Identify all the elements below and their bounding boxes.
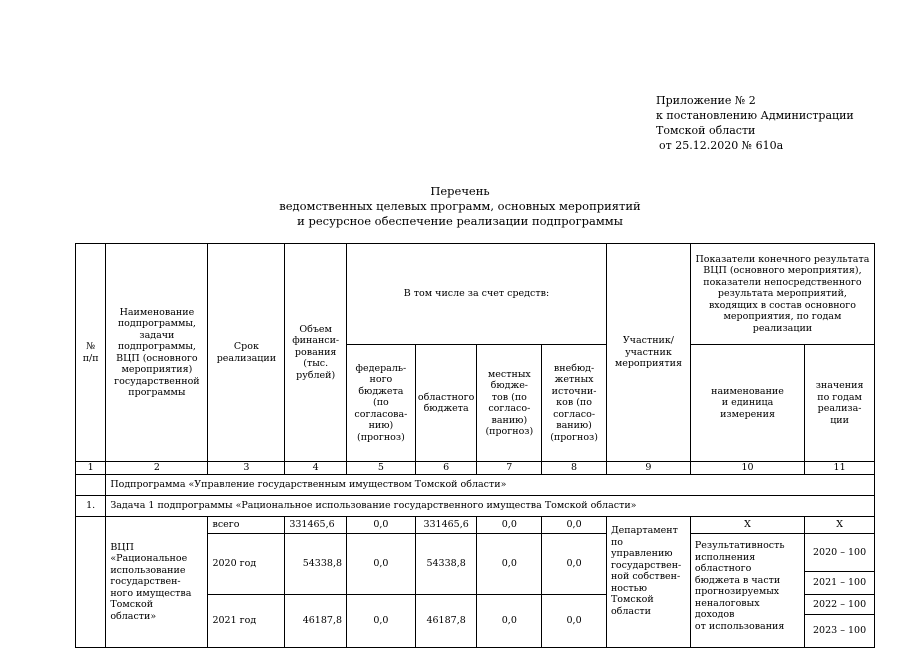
column-number: 7 bbox=[477, 462, 542, 475]
regional-2021: 46187,8 bbox=[415, 595, 477, 648]
column-number: 1 bbox=[76, 462, 106, 475]
column-number: 5 bbox=[347, 462, 416, 475]
text-line: Показатели конечного результата bbox=[695, 253, 870, 265]
header-extra bbox=[542, 345, 607, 462]
text-line: ного имущества bbox=[110, 587, 192, 599]
empty-cell bbox=[76, 517, 106, 648]
text-line: мероприятия) bbox=[121, 364, 193, 375]
year-value: 2020 – 100 bbox=[813, 546, 867, 558]
text-line: исполнения bbox=[694, 551, 756, 563]
text-line: Результативность bbox=[694, 540, 785, 551]
text-line: области bbox=[610, 605, 651, 617]
extra-2021: 0,0 bbox=[542, 595, 607, 648]
indicator-name bbox=[690, 534, 804, 648]
text-line: программы bbox=[128, 387, 186, 398]
text-line: использование bbox=[110, 564, 186, 576]
program-table bbox=[75, 243, 875, 648]
appendix-line: к постановлению Администрации bbox=[656, 109, 854, 122]
value-total-x: Х bbox=[805, 517, 875, 534]
column-number: 3 bbox=[208, 462, 285, 475]
text-line: рования bbox=[294, 346, 337, 358]
federal-2020: 0,0 bbox=[347, 534, 416, 595]
federal-2021: 0,0 bbox=[347, 595, 416, 648]
header-local bbox=[477, 345, 542, 462]
text-line: бюдже- bbox=[490, 380, 529, 391]
text-line: бюджета bbox=[423, 403, 469, 414]
appendix-header bbox=[656, 93, 854, 153]
text-line: согласо- bbox=[488, 403, 531, 414]
text-line: рублей) bbox=[296, 369, 336, 381]
text-line: реализации bbox=[752, 322, 813, 334]
text-line: п/п bbox=[82, 352, 99, 364]
text-line: ВЦП (основного bbox=[116, 352, 198, 364]
text-line: задачи bbox=[139, 329, 175, 341]
text-line: по bbox=[610, 536, 624, 548]
extra-2020: 0,0 bbox=[542, 534, 607, 595]
text-line: ной собствен- bbox=[610, 571, 681, 582]
year-value: 2021 – 100 bbox=[805, 571, 874, 594]
column-number: 2 bbox=[106, 462, 208, 475]
text-line: Томской bbox=[610, 594, 654, 605]
local-2020: 0,0 bbox=[477, 534, 542, 595]
text-line: государственной bbox=[114, 375, 200, 387]
text-line: области» bbox=[110, 610, 157, 622]
text-line: ВЦП bbox=[110, 541, 134, 553]
text-line: (по bbox=[373, 397, 389, 409]
empty-cell bbox=[76, 475, 106, 496]
text-line: (прогноз) bbox=[550, 431, 598, 443]
text-line: бюджета bbox=[358, 385, 404, 397]
text-line: результата мероприятий, bbox=[717, 288, 847, 300]
text-line: областного bbox=[694, 563, 752, 574]
header-volume bbox=[285, 244, 347, 462]
vcp-participant bbox=[606, 517, 690, 648]
header-indicators-group bbox=[690, 244, 874, 345]
text-line: ного bbox=[369, 374, 393, 386]
appendix-line: от 25.12.2020 № 610а bbox=[659, 139, 784, 152]
text-line: реализа- bbox=[817, 403, 862, 414]
text-line: измерения bbox=[720, 408, 775, 420]
text-line: согласо- bbox=[553, 408, 596, 420]
header-num bbox=[76, 244, 106, 462]
appendix-line: Приложение № 2 bbox=[656, 94, 756, 107]
text-line: Объем bbox=[299, 323, 332, 335]
text-line: жетных bbox=[554, 374, 594, 386]
extra-total: 0,0 bbox=[542, 517, 607, 534]
text-line: неналоговых bbox=[694, 597, 760, 609]
text-line: финанси- bbox=[292, 335, 340, 347]
text-line: ванию) bbox=[556, 420, 592, 432]
text-line: местных bbox=[487, 368, 531, 380]
title-line: Перечень bbox=[430, 184, 490, 198]
text-line: (прогноз) bbox=[485, 426, 534, 437]
task-row: Задача 1 подпрограммы «Рациональное использование государственного имущества Томской области» bbox=[106, 496, 875, 517]
federal-total: 0,0 bbox=[347, 517, 416, 534]
text-line: от использования bbox=[694, 620, 785, 632]
regional-2020: 54338,8 bbox=[415, 534, 477, 595]
text-line: мероприятия, по годам bbox=[723, 311, 842, 323]
text-line: ции bbox=[830, 414, 849, 426]
column-number: 10 bbox=[690, 462, 804, 475]
text-line: (тыс. bbox=[303, 358, 329, 370]
text-line: Томской bbox=[110, 599, 154, 611]
vcp-name bbox=[106, 517, 208, 648]
text-line: показатели непосредственного bbox=[703, 276, 862, 288]
text-line: федераль- bbox=[355, 362, 407, 374]
volume-2021: 46187,8 bbox=[285, 595, 347, 648]
text-line: мероприятия bbox=[614, 358, 682, 370]
text-line: источни- bbox=[551, 385, 597, 397]
text-line: ВЦП (основного мероприятия), bbox=[703, 265, 862, 277]
local-2021: 0,0 bbox=[477, 595, 542, 648]
text-line: входящих в состав основного bbox=[708, 299, 856, 311]
column-number: 9 bbox=[606, 462, 690, 475]
text-line: Департамент bbox=[610, 525, 678, 536]
column-number: 11 bbox=[805, 462, 875, 475]
text-line: Срок bbox=[233, 341, 259, 352]
column-number: 8 bbox=[542, 462, 607, 475]
header-sources-group: В том числе за счет средств: bbox=[347, 244, 607, 345]
year-value: 2022 – 100 bbox=[813, 598, 867, 610]
header-participant bbox=[606, 244, 690, 462]
volume-total: 331465,6 bbox=[285, 517, 347, 534]
title-line: ведомственных целевых программ, основных мероприятий bbox=[279, 199, 641, 213]
text-line: ностью bbox=[610, 582, 648, 594]
term-2021: 2021 год bbox=[208, 595, 285, 648]
text-line: доходов bbox=[694, 609, 735, 620]
text-line: «Рациональное bbox=[110, 553, 188, 565]
text-line: наименование bbox=[711, 385, 784, 397]
column-number: 6 bbox=[415, 462, 477, 475]
task-num: 1. bbox=[76, 496, 106, 517]
regional-total: 331465,6 bbox=[415, 517, 477, 534]
column-number: 4 bbox=[285, 462, 347, 475]
text-line: и единица bbox=[721, 397, 774, 409]
text-line: Наименование bbox=[119, 306, 195, 318]
text-line: нию) bbox=[368, 420, 394, 432]
text-line: ков (по bbox=[556, 397, 592, 409]
text-line: тов (по bbox=[491, 391, 527, 403]
text-line: реализации bbox=[216, 352, 277, 364]
appendix-line: Томской области bbox=[656, 124, 756, 137]
year-values-top bbox=[805, 534, 875, 595]
header-indicator-name bbox=[690, 345, 804, 462]
indicator-total-x: Х bbox=[690, 517, 804, 534]
text-line: областного bbox=[417, 391, 475, 403]
text-line: государствен- bbox=[610, 559, 682, 571]
text-line: подпрограммы, bbox=[117, 341, 196, 352]
header-federal bbox=[347, 345, 416, 462]
text-line: № bbox=[86, 341, 96, 352]
text-line: Участник/ bbox=[622, 335, 675, 347]
text-line: внебюд- bbox=[553, 362, 595, 374]
text-line: подпрограммы, bbox=[117, 318, 196, 329]
volume-2020: 54338,8 bbox=[285, 534, 347, 595]
text-line: значения bbox=[815, 380, 864, 391]
text-line: государствен- bbox=[110, 576, 181, 588]
title-line: и ресурсное обеспечение реализации подпрограммы bbox=[297, 214, 623, 228]
text-line: (прогноз) bbox=[357, 431, 405, 443]
term-total: всего bbox=[208, 517, 285, 534]
header-regional bbox=[415, 345, 477, 462]
header-indicator-values bbox=[805, 345, 875, 462]
text-line: прогнозируемых bbox=[694, 586, 780, 597]
header-term bbox=[208, 244, 285, 462]
text-line: согласова- bbox=[354, 408, 408, 420]
header-name bbox=[106, 244, 208, 462]
term-2020: 2020 год bbox=[208, 534, 285, 595]
subprogram-row: Подпрограмма «Управление государственным имуществом Томской области» bbox=[106, 475, 875, 496]
text-line: бюджета в части bbox=[694, 574, 781, 586]
text-line: управлению bbox=[610, 548, 673, 559]
text-line: ванию) bbox=[491, 414, 528, 426]
local-total: 0,0 bbox=[477, 517, 542, 534]
year-value: 2023 – 100 bbox=[805, 614, 874, 647]
document-title bbox=[200, 184, 720, 229]
column-numbers-row bbox=[76, 462, 875, 475]
text-line: по годам bbox=[817, 391, 862, 403]
text-line: участник bbox=[625, 346, 672, 358]
